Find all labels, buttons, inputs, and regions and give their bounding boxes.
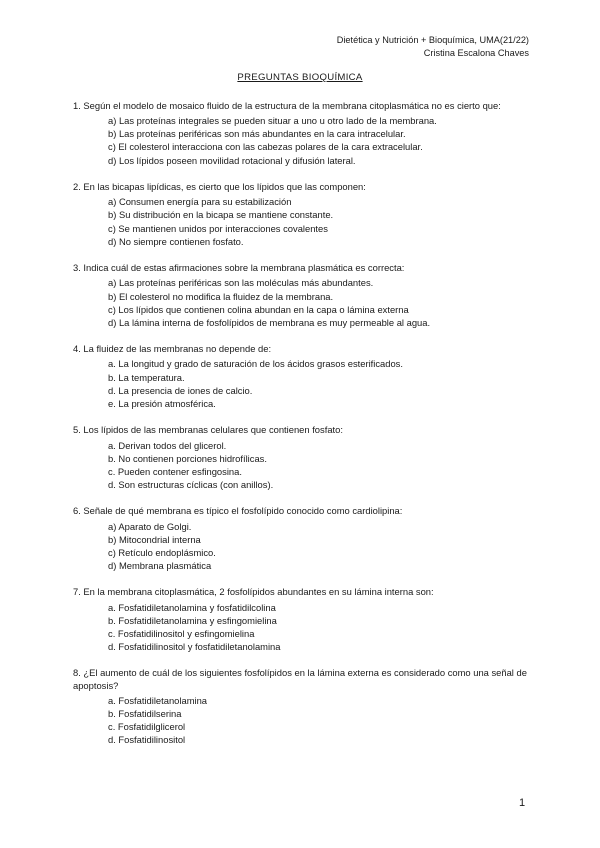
option-list [73,195,533,247]
option-item: a) Aparato de Golgi. [108,520,192,532]
option-item: d) Los lípidos poseen movilidad rotacional y difusión lateral. [108,154,356,166]
option-item: b. Fosfatidiletanolamina y esfingomielina [108,614,277,626]
option-item: a. La longitud y grado de saturación de los ácidos grasos esterificados. [108,358,403,370]
option-list [73,357,533,409]
option-item: b) Mitocondrial interna [108,533,201,545]
option-item: b. La temperatura. [108,371,185,383]
header-author: Cristina Escalona Chaves [423,48,529,58]
question-text: 7. En la membrana citoplasmática, 2 fosfolípidos abundantes en su lámina interna son: [73,586,434,598]
question-4 [73,343,533,410]
option-list [73,114,533,166]
page-number: 1 [519,797,526,809]
option-item: a) Las proteínas integrales se pueden situar a uno u otro lado de la membrana. [108,115,437,127]
option-item: d. La presencia de iones de calcio. [108,384,253,396]
option-item: a. Fosfatidiletanolamina [108,695,208,707]
option-item: e. La presión atmosférica. [108,397,216,409]
question-list [73,100,533,761]
option-item: d. Fosfatidilinositol y fosfatidiletanolamina [108,640,281,652]
option-list [73,276,533,328]
option-item: c) Se mantienen unidos por interacciones covalentes [108,222,328,234]
question-8 [73,667,533,746]
question-1 [73,100,533,167]
option-item: c) Retículo endoplásmico. [108,546,216,558]
question-2 [73,181,533,248]
option-item: d) No siempre contienen fosfato. [108,235,244,247]
page-title-text: PREGUNTAS BIOQUÍMICA [237,72,363,83]
page-title [0,72,600,83]
option-item: c. Pueden contener esfingosina. [108,465,242,477]
question-text: 1. Según el modelo de mosaico fluido de la estructura de la membrana citoplasmática no es cierto que: [73,100,501,111]
option-item: d) Membrana plasmática [108,559,212,571]
question-text: 2. En las bicapas lipídicas, es cierto que los lípidos que las componen: [73,181,366,193]
question-7 [73,586,533,653]
option-list [73,601,533,653]
option-item: a) Las proteínas periféricas son las moléculas más abundantes. [108,277,374,289]
option-item: b. No contienen porciones hidrofílicas. [108,452,267,464]
option-item: c. Fosfatidilglicerol [108,721,186,733]
question-6 [73,505,533,572]
option-list [73,439,533,491]
option-item: a. Derivan todos del glicerol. [108,439,227,451]
option-list [73,520,533,572]
option-item: b) Las proteínas periféricas son más abundantes en la cara intracelular. [108,128,406,140]
question-text: 5. Los lípidos de las membranas celulares que contienen fosfato: [73,424,343,436]
option-list [73,694,533,746]
option-item: c) Los lípidos que contienen colina abundan en la capa o lámina externa [108,303,409,315]
question-3 [73,262,533,329]
option-item: a) Consumen energía para su estabilización [108,196,292,208]
option-item: b) El colesterol no modifica la fluidez de la membrana. [108,290,334,302]
option-item: b) Su distribución en la bicapa se mantiene constante. [108,209,334,221]
question-text: 4. La fluidez de las membranas no depende de: [73,343,272,355]
option-item: d. Fosfatidilinositol [108,734,186,746]
question-text: 6. Señale de qué membrana es típico el fosfolípido conocido como cardiolipina: [73,505,403,517]
option-item: c. Fosfatidilinositol y esfingomielina [108,627,255,639]
option-item: d) La lámina interna de fosfolípidos de membrana es muy permeable al agua. [108,316,431,328]
header-course: Dietética y Nutrición + Bioquímica, UMA(21/22) [336,35,529,45]
option-item: a. Fosfatidiletanolamina y fosfatidilcolina [108,601,276,613]
option-item: d. Son estructuras cíclicas (con anillos). [108,478,274,490]
option-item: b. Fosfatidilserina [108,708,182,720]
question-text: 8. ¿El aumento de cuál de los siguientes fosfolípidos en la lámina externa es considerado como una señal de apoptosis? [73,667,527,691]
question-5 [73,424,533,491]
option-item: c) El colesterol interacciona con las cabezas polares de la cara extracelular. [108,141,423,153]
question-text: 3. Indica cuál de estas afirmaciones sobre la membrana plasmática es correcta: [73,262,405,274]
document-header [337,34,529,60]
